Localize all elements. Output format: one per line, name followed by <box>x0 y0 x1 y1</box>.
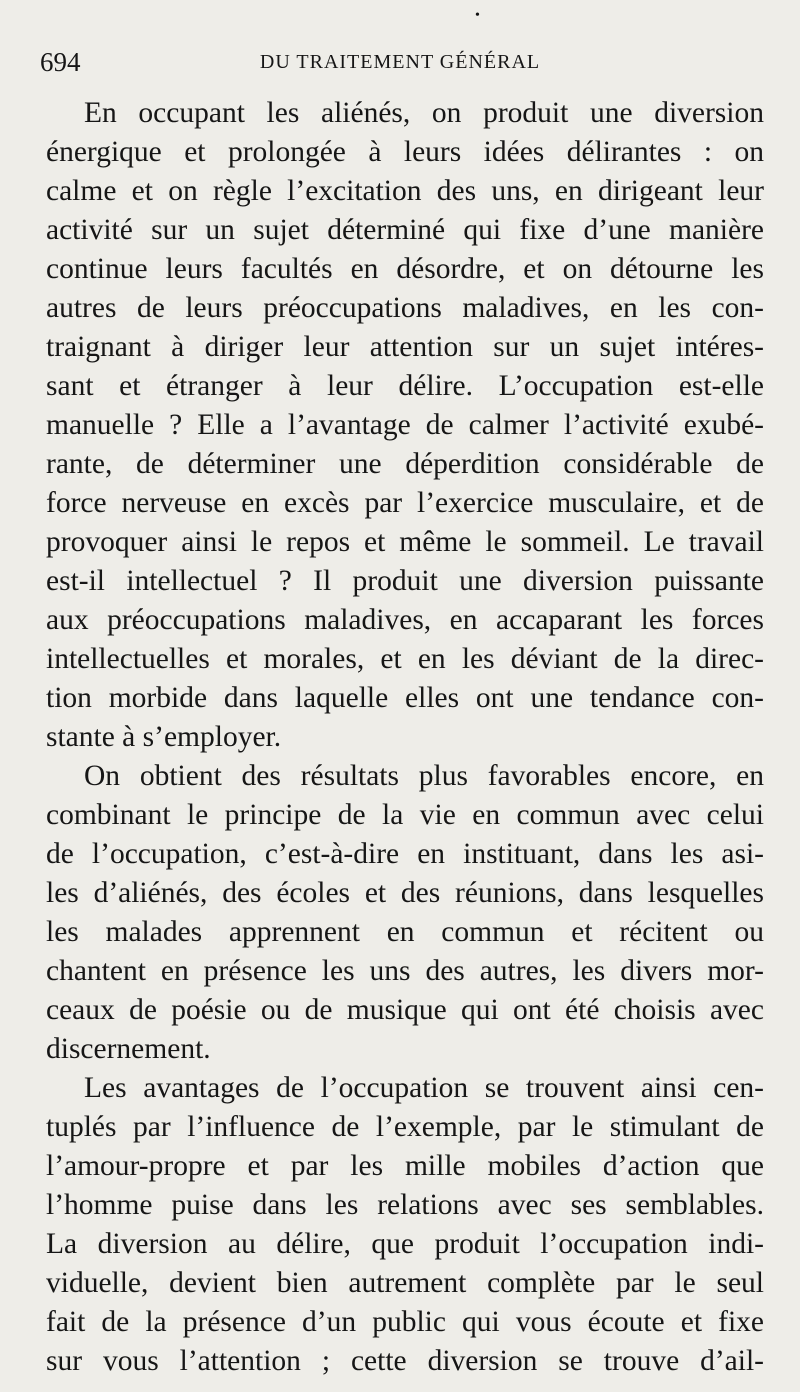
text-line: ceaux de poésie ou de musique qui ont été choisis avec <box>46 994 764 1026</box>
text-line: force nerveuse en excès par l’exercice musculaire, et de <box>46 487 764 519</box>
text-line: Les avantages de l’occupation se trouvent ainsi cen- <box>84 1072 764 1104</box>
text-line: traignant à diriger leur attention sur un sujet intéres- <box>46 331 764 363</box>
text-line: tion morbide dans laquelle elles ont une tendance con- <box>46 682 764 714</box>
text-line: manuelle ? Elle a l’avantage de calmer l’activité exubé- <box>46 409 764 441</box>
text-line: chantent en présence les uns des autres, les divers mor- <box>46 955 764 987</box>
text-line: fait de la présence d’un public qui vous écoute et fixe <box>46 1306 764 1338</box>
text-line: les d’aliénés, des écoles et des réunions, dans lesquelles <box>46 877 764 909</box>
text-line: les malades apprennent en commun et récitent ou <box>46 916 764 948</box>
running-header <box>40 44 760 80</box>
text-line: de l’occupation, c’est-à-dire en instituant, dans les asi- <box>46 838 764 870</box>
text-line: calme et on règle l’excitation des uns, en dirigeant leur <box>46 175 764 207</box>
text-line: La diversion au délire, que produit l’occupation indi- <box>46 1228 764 1260</box>
text-line: intellectuelles et morales, et en les déviant de la direc- <box>46 643 764 675</box>
text-line: activité sur un sujet déterminé qui fixe d’une manière <box>46 214 764 246</box>
text-line: On obtient des résultats plus favorables encore, en <box>84 760 764 792</box>
text-line: En occupant les aliénés, on produit une diversion <box>84 97 764 129</box>
text-line: est-il intellectuel ? Il produit une diversion puissante <box>46 565 764 597</box>
body-text <box>46 94 764 1381</box>
text-line: rante, de déterminer une déperdition considérable de <box>46 448 764 480</box>
text-line: sur vous l’attention ; cette diversion se trouve d’ail- <box>46 1345 764 1377</box>
text-line: énergique et prolongée à leurs idées délirantes : on <box>46 136 764 168</box>
text-line: provoquer ainsi le repos et même le sommeil. Le travail <box>46 526 764 558</box>
text-line: tuplés par l’influence de l’exemple, par le stimulant de <box>46 1111 764 1143</box>
text-line: autres de leurs préoccupations maladives, en les con- <box>46 292 764 324</box>
ink-speck: • <box>475 8 480 23</box>
text-line: continue leurs facultés en désordre, et on détourne les <box>46 253 764 285</box>
page-number: 694 <box>40 47 81 77</box>
text-line: l’amour-propre et par les mille mobiles d’action que <box>46 1150 764 1182</box>
text-line: stante à s’employer. <box>46 721 282 753</box>
text-line: sant et étranger à leur délire. L’occupation est-elle <box>46 370 764 402</box>
text-line: aux préoccupations maladives, en accaparant les forces <box>46 604 764 636</box>
text-line: combinant le principe de la vie en commun avec celui <box>46 799 764 831</box>
text-line: l’homme puise dans les relations avec ses semblables. <box>46 1189 764 1221</box>
text-line: discernement. <box>46 1033 211 1065</box>
running-title: DU TRAITEMENT GÉNÉRAL <box>259 51 541 73</box>
text-line: viduelle, devient bien autrement complète par le seul <box>46 1267 764 1299</box>
